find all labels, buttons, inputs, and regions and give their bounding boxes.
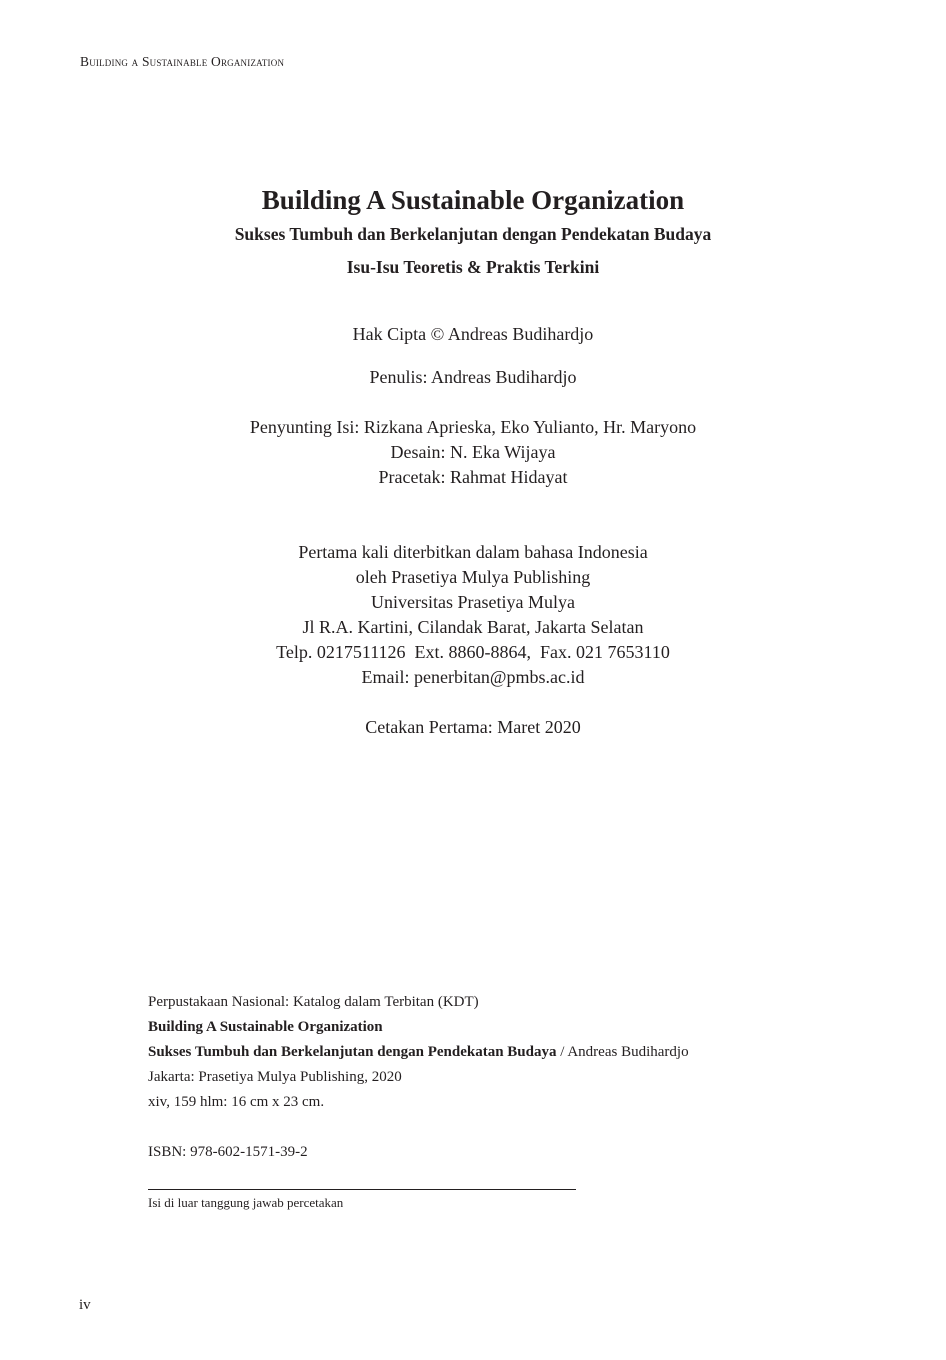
book-title: Building A Sustainable Organization (261, 185, 685, 215)
book-subtitle: Sukses Tumbuh dan Berkelanjutan dengan Pendekatan Budaya (234, 224, 712, 244)
publisher-line-3: Universitas Prasetiya Mulya (371, 592, 575, 612)
publisher-line-1: Pertama kali diterbitkan dalam bahasa Indonesia (298, 542, 648, 562)
publisher-line-2: oleh Prasetiya Mulya Publishing (355, 567, 591, 587)
design-line: Desain: N. Eka Wijaya (390, 442, 556, 462)
catalog-block (148, 990, 848, 1115)
copyright-line: Hak Cipta © Andreas Budihardjo (352, 324, 594, 344)
isbn-line: ISBN: 978-602-1571-39-2 (148, 1144, 308, 1160)
catalog-heading: Perpustakaan Nasional: Katalog dalam Terbitan (KDT) (148, 994, 479, 1010)
disclaimer-note: Isi di luar tanggung jawab percetakan (148, 1195, 344, 1210)
catalog-title: Building A Sustainable Organization (148, 1019, 383, 1035)
author-line: Penulis: Andreas Budihardjo (369, 367, 577, 387)
prepress-line: Pracetak: Rahmat Hidayat (378, 467, 568, 487)
page-number: iv (79, 1297, 91, 1313)
catalog-author: / Andreas Budihardjo (556, 1044, 689, 1060)
publisher-line-4: Jl R.A. Kartini, Cilandak Barat, Jakarta Selatan (302, 617, 644, 637)
catalog-imprint: Jakarta: Prasetiya Mulya Publishing, 2020 (148, 1069, 402, 1085)
book-subtitle-2: Isu-Isu Teoretis & Praktis Terkini (346, 257, 600, 277)
catalog-extent: xiv, 159 hlm: 16 cm x 23 cm. (148, 1094, 325, 1110)
publisher-line-5: Telp. 0217511126 Ext. 8860-8864, Fax. 021 7653110 (276, 642, 670, 662)
editors-line: Penyunting Isi: Rizkana Aprieska, Eko Yulianto, Hr. Maryono (249, 417, 697, 437)
catalog-subtitle-line (148, 1040, 848, 1065)
running-header: Building a Sustainable Organization (80, 54, 285, 69)
first-printing-line: Cetakan Pertama: Maret 2020 (365, 717, 581, 737)
publisher-block (0, 540, 946, 690)
credits-block (0, 415, 946, 490)
publisher-line-6: Email: penerbitan@pmbs.ac.id (361, 667, 585, 687)
catalog-subtitle: Sukses Tumbuh dan Berkelanjutan dengan Pendekatan Budaya (148, 1044, 557, 1060)
divider-rule (148, 1189, 576, 1190)
